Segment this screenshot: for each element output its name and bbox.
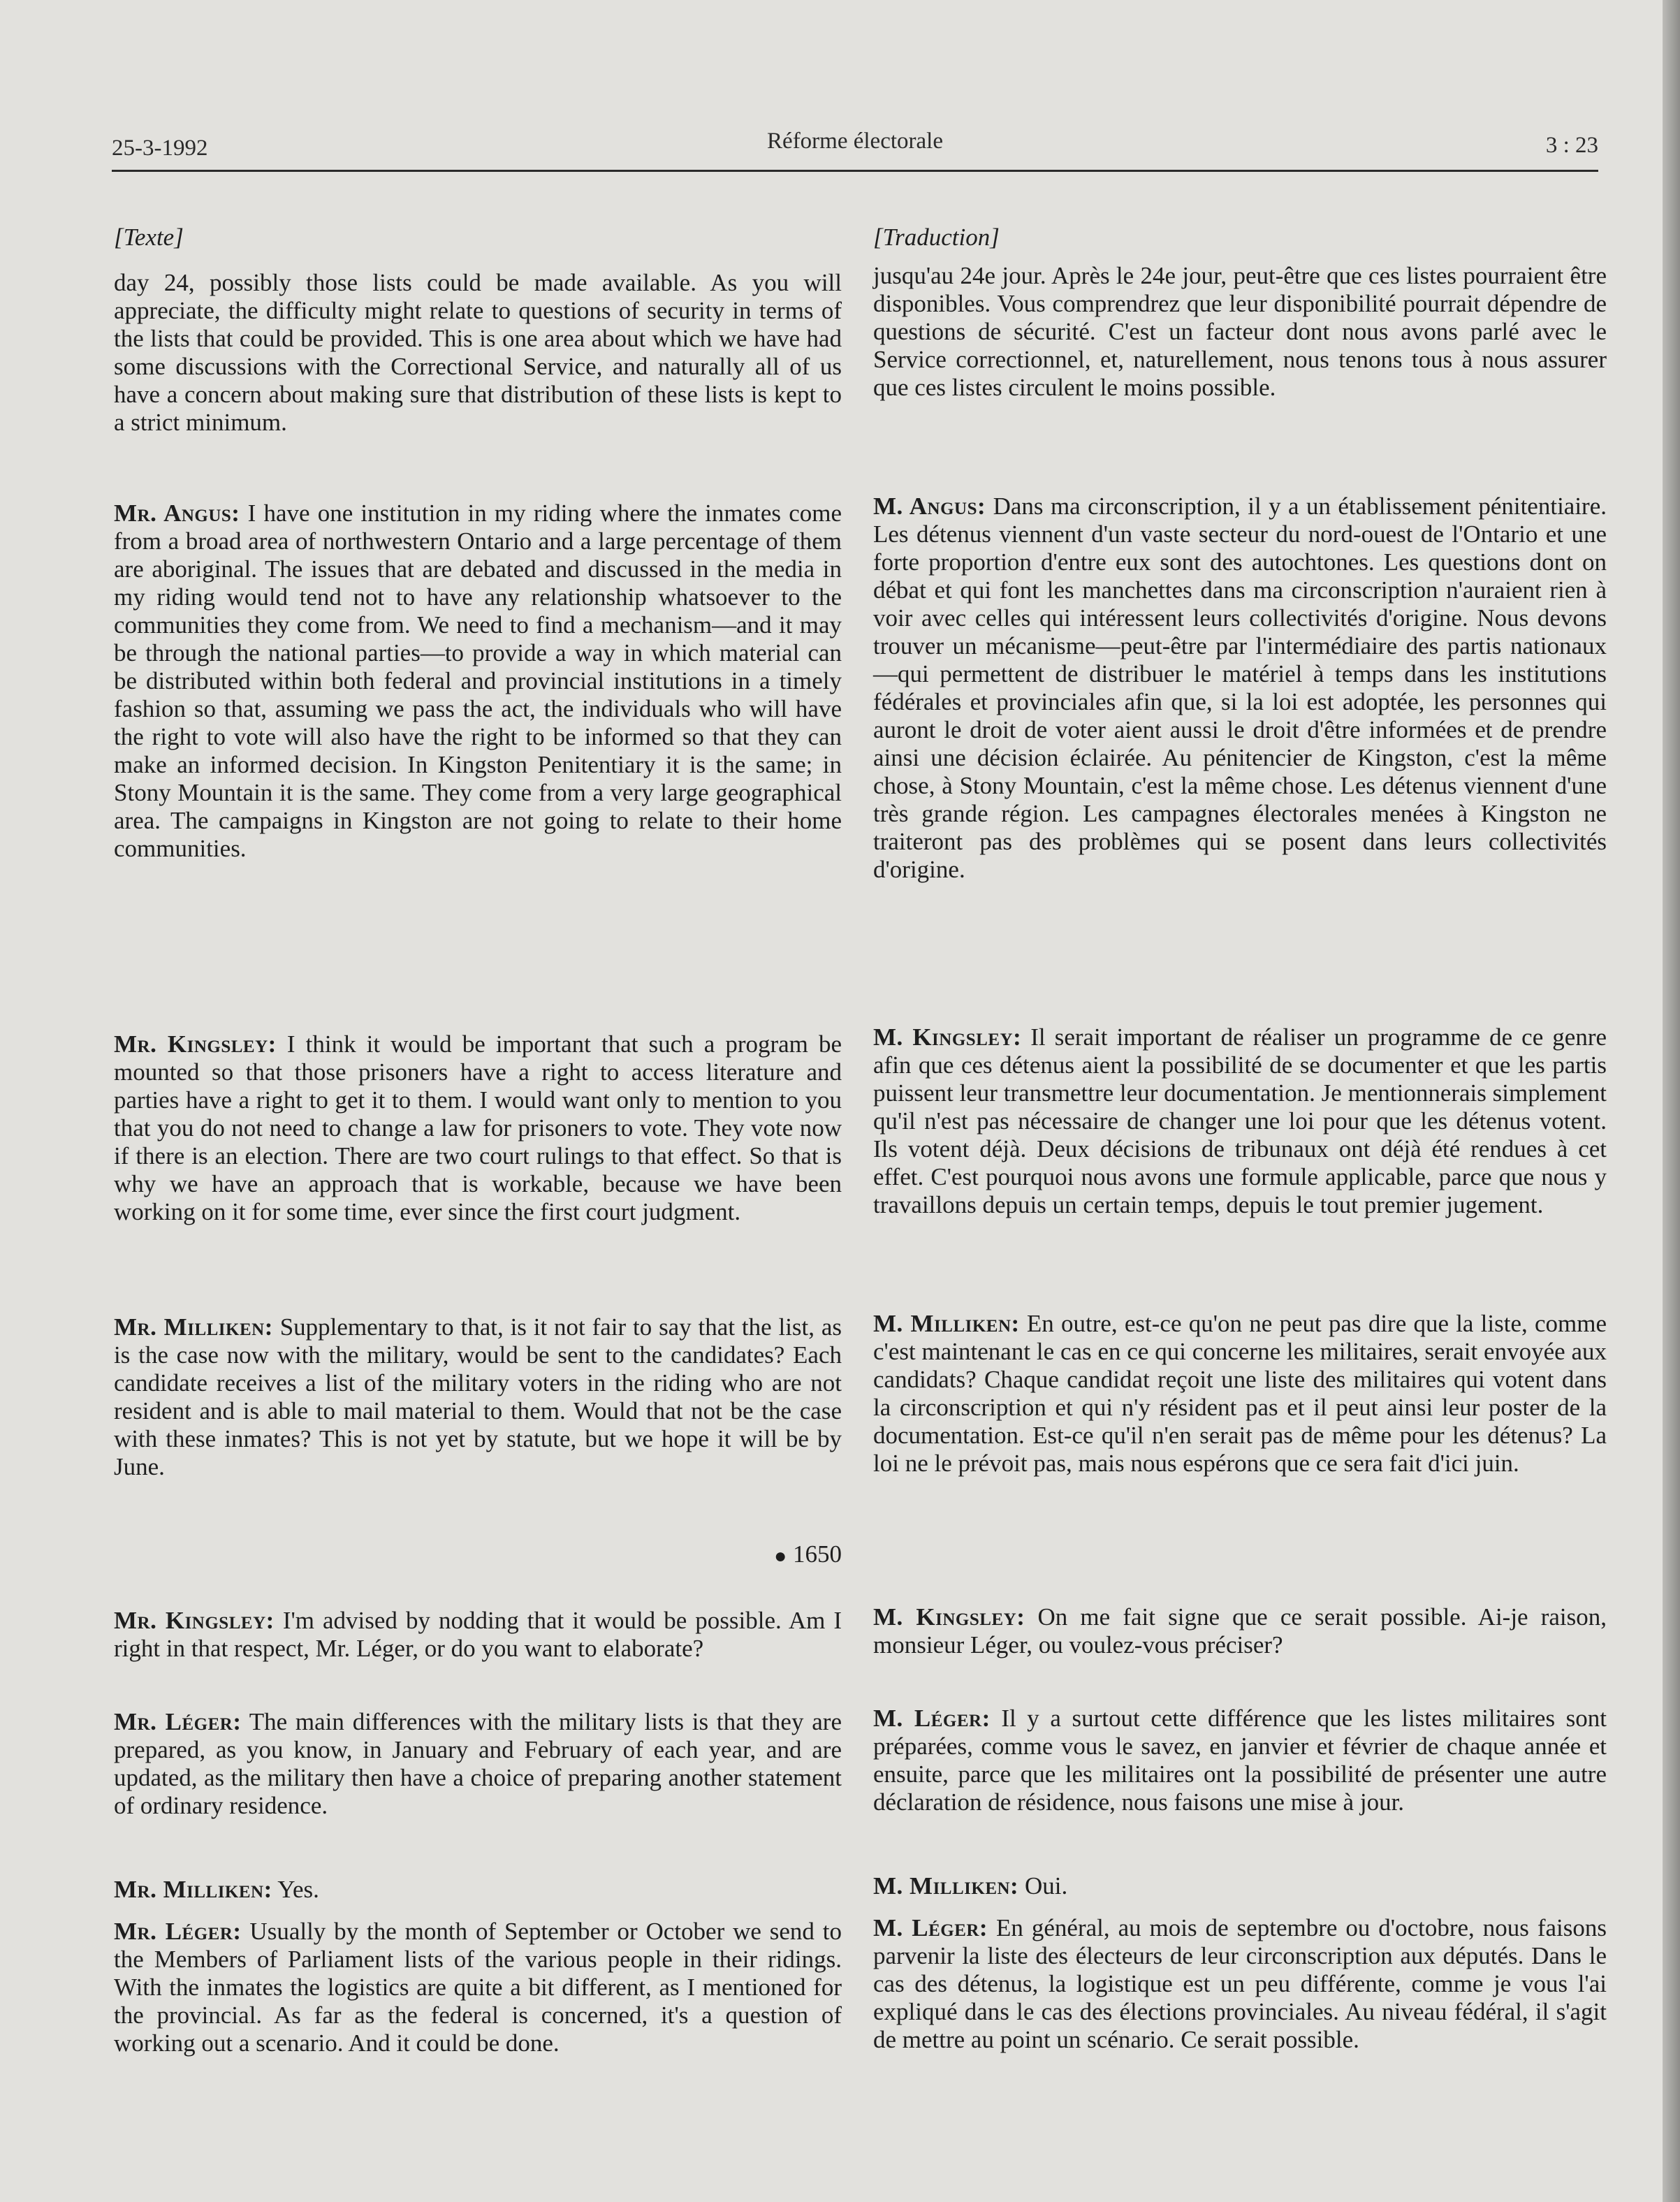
paragraph: Mr. Milliken: Supplementary to that, is it not fair to say that the list, as is the case now with the military, would be sent to the candidates? Each candidate receives a list of the military voters in the riding who are not resident and is able to mail material to them. Would that not be the case with these inmates? This is not yet by statute, but we hope it will be by June. — [114, 1313, 842, 1480]
header-rule — [112, 170, 1598, 172]
speaker-name: M. Léger: — [873, 1705, 991, 1732]
speaker-name: Mr. Kingsley: — [114, 1030, 277, 1058]
speaker-name: M. Léger: — [873, 1914, 988, 1941]
paragraph: Mr. Léger: Usually by the month of September or October we send to the Members of Parliament lists of the various people in their ridings. With the inmates the logistics are quite a bit different, as I mentioned for the provincial. As far as the federal is concerned, it's a question of working out a scenario. And it could be done. — [114, 1918, 842, 2057]
speaker-name: Mr. Léger: — [114, 1918, 242, 1945]
speaker-name: Mr. Milliken: — [114, 1876, 272, 1903]
bullet-icon: ● — [774, 1544, 787, 1568]
scan-edge — [1663, 0, 1680, 2202]
paragraph: Mr. Kingsley: I think it would be important that such a program be mounted so that those prisoners have a right to access literature and parties have a right to get it to them. I would want only to mention to you that you do not need to change a law for prisoners to vote. They vote now if there is an election. There are two court rulings to that effect. So that is why we have an approach that is workable, because we have been working on it for some time, ever since the first court judgment. — [114, 1030, 842, 1225]
paragraph: jusqu'au 24e jour. Après le 24e jour, peut-être que ces listes pourraient être disponibles. Vous comprendrez que leur disponibilité pourrait dépendre de questions de sécurité. C'est un facteur dont nous avons parlé avec le Service correctionnel, et, naturellement, nous tenons tous à nous assurer que ces listes circulent le moins possible. — [873, 262, 1607, 401]
column-tag: [Traduction] — [873, 224, 1000, 251]
paragraph: M. Milliken: Oui. — [873, 1872, 1068, 1900]
speaker-name: Mr. Angus: — [114, 500, 240, 527]
speaker-name: Mr. Milliken: — [114, 1313, 273, 1341]
paragraph: M. Léger: Il y a surtout cette différence que les listes militaires sont préparées, comme vous le savez, en janvier et février de chaque année et ensuite, parce que les militaires ont la possibilité de présenter une autre déclaration de résidence, nous faisons une mise à jour. — [873, 1705, 1607, 1816]
paragraph: day 24, possibly those lists could be made available. As you will appreciate, the difficulty might relate to questions of security in terms of the lists that could be provided. This is one area about which we have had some discussions with the Correctional Service, and naturally all of us have a concern about making sure that distribution of these lists is kept to a strict minimum. — [114, 269, 842, 436]
speaker-name: Mr. Léger: — [114, 1708, 242, 1735]
speaker-name: M. Kingsley: — [873, 1023, 1022, 1051]
speaker-name: M. Milliken: — [873, 1872, 1019, 1900]
speaker-name: M. Milliken: — [873, 1310, 1020, 1337]
paragraph: M. Kingsley: On me fait signe que ce serait possible. Ai-je raison, monsieur Léger, ou voulez-vous préciser? — [873, 1603, 1607, 1658]
header-title: Réforme électorale — [767, 129, 943, 154]
running-header — [112, 126, 1598, 168]
speaker-name: M. Kingsley: — [873, 1603, 1025, 1631]
paragraph: M. Léger: En général, au mois de septembre ou d'octobre, nous faisons parvenir la liste des électeurs de leur circonscription aux députés. Dans le cas des détenus, la logistique est un peu différente, comme je vous l'ai expliqué dans le cas des élections provinciales. Au niveau fédéral, il s'agit de mettre au point un scénario. Ce serait possible. — [873, 1914, 1607, 2053]
paragraph: Mr. Léger: The main differences with the military lists is that they are prepared, as you know, in January and February of each year, and are updated, as the military then have a choice of preparing another statement of ordinary residence. — [114, 1708, 842, 1819]
paragraph: M. Kingsley: Il serait important de réaliser un programme de ce genre afin que ces détenus aient la possibilité de se documenter et que les partis puissent leur transmettre leur documentation. Je mentionnerais simplement qu'il n'est pas nécessaire de changer une loi pour que les détenus votent. Ils votent déjà. Deux décisions de tribunaux ont déjà été rendues à cet effet. C'est pourquoi nous avons une formule applicable, parce que nous y travaillons depuis un certain temps, depuis le tout premier jugement. — [873, 1023, 1607, 1218]
paragraph: Mr. Milliken: Yes. — [114, 1876, 319, 1903]
speaker-name: M. Angus: — [873, 493, 986, 520]
speaker-name: Mr. Kingsley: — [114, 1607, 275, 1634]
paragraph: Mr. Kingsley: I'm advised by nodding that it would be possible. Am I right in that respect, Mr. Léger, or do you want to elaborate? — [114, 1607, 842, 1662]
column-tag: [Texte] — [114, 224, 184, 251]
header-date: 25-3-1992 — [112, 136, 208, 161]
paragraph: M. Angus: Dans ma circonscription, il y a un établissement pénitentiaire. Les détenus viennent d'un vaste secteur du nord-ouest de l'Ontario et une forte proportion d'entre eux sont des autochtones. Les questions dont on débat et qui font les manchettes dans ma circonscription n'auraient rien à voir avec celles qui intéressent leurs collectivités d'origine. Nous devons trouver un mécanisme—peut-être par l'intermédiaire des partis nationaux—qui permettent de distribuer le matériel à temps dans les institutions fédérales et provinciales afin que, si la loi est adoptée, les personnes qui auront le droit de voter aient aussi le droit d'être informées et de prendre ainsi une décision éclairée. Au pénitencier de Kingston, c'est la même chose, à Stony Mountain, c'est la même chose. Les détenus viennent d'une très grande région. Les campagnes électorales menées à Kingston ne traiteront pas des problèmes qui se posent dans leurs collectivités d'origine. — [873, 493, 1607, 883]
header-page-number: 3 : 23 — [1545, 133, 1598, 158]
paragraph: M. Milliken: En outre, est-ce qu'on ne peut pas dire que la liste, comme c'est maintenant le cas en ce qui concerne les militaires, serait envoyée aux candidats? Chaque candidat reçoit une liste des militaires qui votent dans la circonscription et qui n'y résident pas et il peut ainsi leur poster de la documentation. Est-ce qu'il n'en serait pas de même pour les détenus? La loi ne le prévoit pas, mais nous espérons que ce sera fait d'ici juin. — [873, 1310, 1607, 1477]
paragraph: Mr. Angus: I have one institution in my riding where the inmates come from a broad area of northwestern Ontario and a large percentage of them are aboriginal. The issues that are debated and discussed in the media in my riding would tend not to have any relationship whatsoever to the communities they come from. We need to find a mechanism—and it may be through the national parties—to provide a way in which material can be distributed within both federal and provincial institutions in a timely fashion so that, assuming we pass the act, the individuals who will have the right to vote will also have the right to be informed so that they can make an informed decision. In Kingston Penitentiary it is the same; in Stony Mountain it is the same. They come from a very large geographical area. The campaigns in Kingston are not going to relate to their home communities. — [114, 500, 842, 862]
time-marker: ● 1650 — [774, 1540, 842, 1568]
